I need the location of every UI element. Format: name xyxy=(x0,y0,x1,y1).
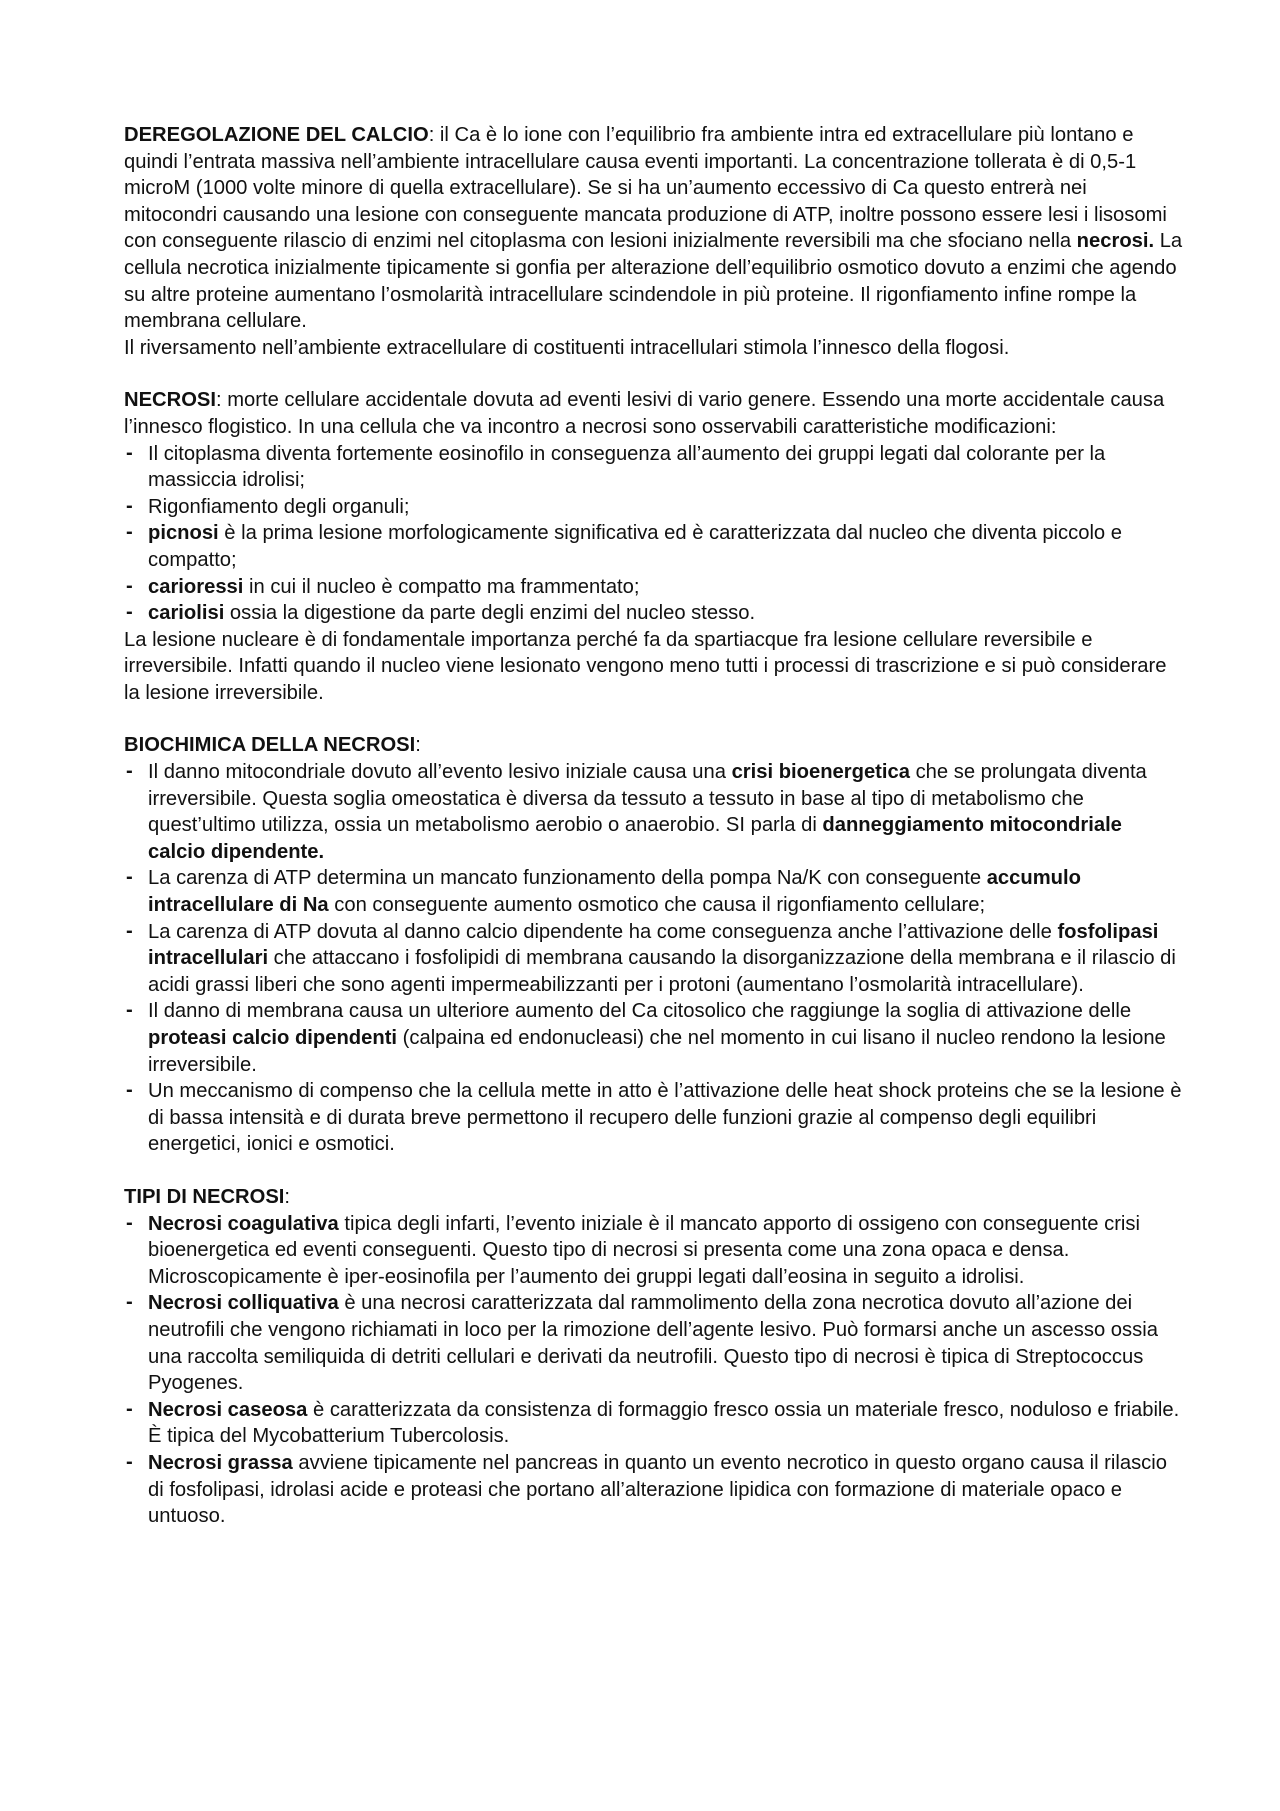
list-item: - carioressi in cui il nucleo è compatto ma frammentato; xyxy=(124,574,1184,601)
list-item: - Un meccanismo di compenso che la cellula mette in atto è l’attivazione delle heat shock proteins che se la lesione è di bassa intensità e di durata breve permettono il recupero delle funzioni grazie al compenso degli equilibri energetici, ionici e osmotici. xyxy=(124,1078,1184,1158)
section-heading-line: BIOCHIMICA DELLA NECROSI: xyxy=(124,734,421,757)
section-heading: NECROSI xyxy=(124,389,216,412)
paragraph: Il riversamento nell’ambiente extracellulare di costituenti intracellulari stimola l’innesco della flogosi. xyxy=(124,336,1010,359)
paragraph: La lesione nucleare è di fondamentale importanza perché fa da spartiacque fra lesione cellulare reversibile e irreversibile. Infatti quando il nucleo viene lesionato vengono meno tutti i processi di trascrizione e si può considerare la lesione irreversibile. xyxy=(124,628,1167,704)
list-item: - Necrosi coagulativa tipica degli infarti, l’evento iniziale è il mancato apporto di ossigeno con conseguente crisi bioenergetica ed eventi conseguenti. Questo tipo di necrosi si presenta come una zona opaca e densa. Microscopicamente è iper-eosinofila per l’aumento dei gruppi legati dall’eosina in seguito a idrolisi. xyxy=(124,1211,1184,1291)
bullet-list xyxy=(124,1211,1184,1530)
section-necrosis-types xyxy=(124,1184,1184,1530)
section-calcium-deregulation xyxy=(124,122,1184,361)
list-item: - Rigonfiamento degli organuli; xyxy=(124,494,1184,521)
list-item: - picnosi è la prima lesione morfologicamente significativa ed è caratterizzata dal nucleo che diventa piccolo e compatto; xyxy=(124,520,1184,573)
section-heading: TIPI DI NECROSI xyxy=(124,1185,285,1208)
bullet-list xyxy=(124,441,1184,627)
paragraph: NECROSI: morte cellulare accidentale dovuta ad eventi lesivi di vario genere. Essendo una morte accidentale causa l’innesco flogistico. In una cellula che va incontro a necrosi sono osservabili caratteristiche modificazioni: xyxy=(124,389,1165,438)
list-item: - Il citoplasma diventa fortemente eosinofilo in conseguenza all’aumento dei gruppi legati dal colorante per la massiccia idrolisi; xyxy=(124,441,1184,494)
list-item: - Necrosi grassa avviene tipicamente nel pancreas in quanto un evento necrotico in questo organo causa il rilascio di fosfolipasi, idrolasi acide e proteasi che portano all’alterazione lipidica con formazione di materiale opaco e untuoso. xyxy=(124,1450,1184,1530)
list-item: - La carenza di ATP dovuta al danno calcio dipendente ha come conseguenza anche l’attivazione delle fosfolipasi intracellulari che attaccano i fosfolipidi di membrana causando la disorganizzazione della membrana e il rilascio di acidi grassi liberi che sono agenti impermeabilizzanti per i protoni (aumentano l’osmolarità intracellulare). xyxy=(124,919,1184,999)
paragraph: DEREGOLAZIONE DEL CALCIO: il Ca è lo ione con l’equilibrio fra ambiente intra ed extracellulare più lontano e quindi l’entrata massiva nell’ambiente intracellulare causa eventi importanti. La concentrazione tollerata è di 0,5-1 microM (1000 volte minore di quella extracellulare). Se si ha un’aumento eccessivo di Ca questo entrerà nei mitocondri causando una lesione con conseguente mancata produzione di ATP, inoltre possono essere lesi i lisosomi con conseguente rilascio di enzimi nel citoplasma con lesioni inizialmente reversibili ma che sfociano nella necrosi. La cellula necrotica inizialmente tipicamente si gonfia per alterazione dell’equilibrio osmotico dovuto a enzimi che agendo su altre proteine aumentano l’osmolarità intracellulare scindendole in più proteine. Il rigonfiamento infine rompe la membrana cellulare. xyxy=(124,124,1183,333)
list-item: - cariolisi ossia la digestione da parte degli enzimi del nucleo stesso. xyxy=(124,600,1184,627)
list-item: - Il danno di membrana causa un ulteriore aumento del Ca citosolico che raggiunge la soglia di attivazione delle proteasi calcio dipendenti (calpaina ed endonucleasi) che nel momento in cui lisano il nucleo rendono la lesione irreversibile. xyxy=(124,998,1184,1078)
list-item: - Necrosi caseosa è caratterizzata da consistenza di formaggio fresco ossia un materiale fresco, noduloso e friabile. È tipica del Mycobatterium Tubercolosis. xyxy=(124,1397,1184,1450)
section-necrosis xyxy=(124,387,1184,706)
section-heading-line: TIPI DI NECROSI: xyxy=(124,1185,291,1208)
bullet-list xyxy=(124,759,1184,1158)
section-heading: DEREGOLAZIONE DEL CALCIO xyxy=(124,124,429,146)
list-item: - Il danno mitocondriale dovuto all’evento lesivo iniziale causa una crisi bioenergetica che se prolungata diventa irreversibile. Questa soglia omeostatica è diversa da tessuto a tessuto in base al tipo di metabolismo che quest’ultimo utilizza, ossia un metabolismo aerobio o anaerobio. SI parla di danneggiamento mitocondriale calcio dipendente. xyxy=(124,759,1184,865)
list-item: - Necrosi colliquativa è una necrosi caratterizzata dal rammolimento della zona necrotica dovuto all’azione dei neutrofili che vengono richiamati in loco per la rimozione dell’agente lesivo. Può formarsi anche un ascesso ossia una raccolta semiliquida di detriti cellulari e derivati da neutrofili. Questo tipo di necrosi è tipica di Streptococcus Pyogenes. xyxy=(124,1290,1184,1396)
document-page xyxy=(124,122,1184,1556)
section-necrosis-biochemistry xyxy=(124,732,1184,1158)
section-heading: BIOCHIMICA DELLA NECROSI xyxy=(124,734,416,757)
list-item: - La carenza di ATP determina un mancato funzionamento della pompa Na/K con conseguente accumulo intracellulare di Na con conseguente aumento osmotico che causa il rigonfiamento cellulare; xyxy=(124,865,1184,918)
